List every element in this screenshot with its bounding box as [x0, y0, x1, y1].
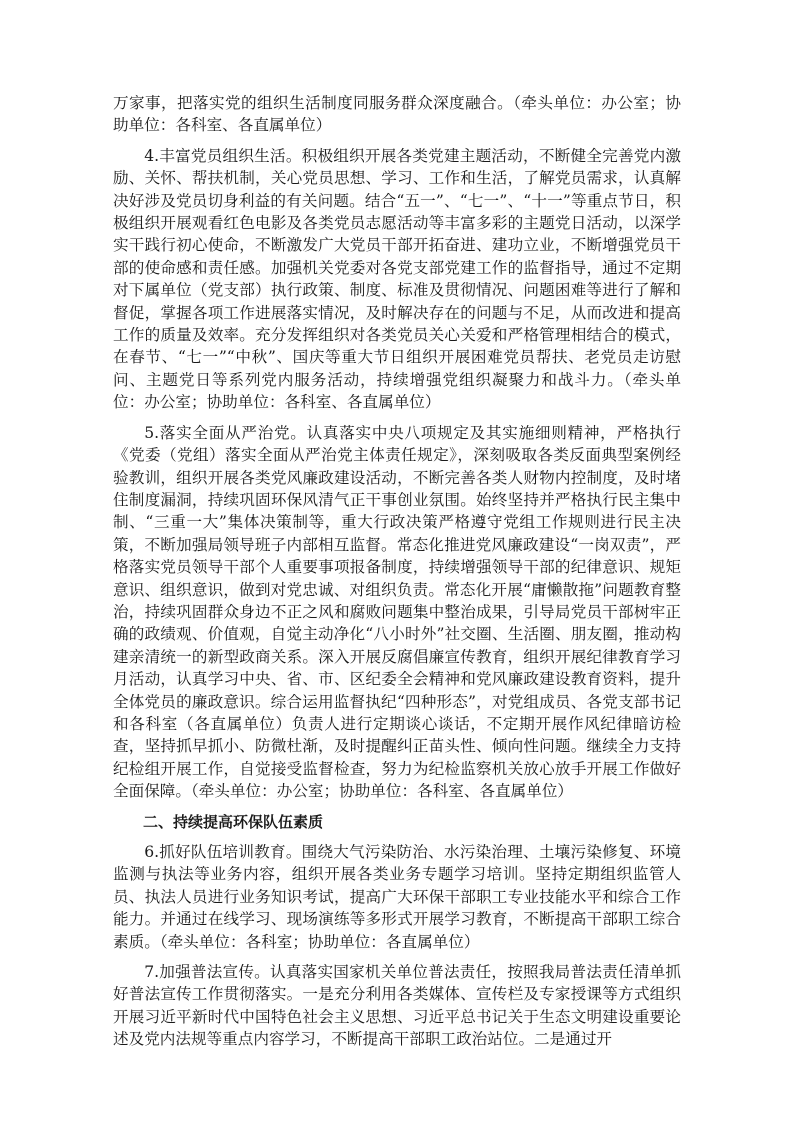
- paragraph-continued: 万家事，把落实党的组织生活制度同服务群众深度融合。（牵头单位：办公室；协助单位：各科室、各直属单位）: [113, 94, 681, 135]
- paragraph-item-7: 7.加强普法宣传。认真落实国家机关单位普法责任，按照我局普法责任清单抓好普法宣传工作贯彻落实。一是充分利用各类媒体、宣传栏及专家授课等方式组织开展习近平新时代中国特色社会主义思想、习近平总书记关于生态文明建设重要论述及党内法规等重点内容学习，不断提高干部职工政治站位。二是通过开: [113, 963, 681, 1049]
- section-heading-2: 二、持续提高环保队伍素质: [143, 812, 324, 831]
- document-page: [113, 92, 681, 1059]
- paragraph-item-5: 5.落实全面从严治党。认真落实中央八项规定及其实施细则精神，严格执行《党委（党组）落实全面从严治党主体责任规定》，深刻吸取各类反面典型案例经验教训，组织开展各类党风廉政建设活动，不断完善各类人财物内控制度，及时堵住制度漏洞，持续巩固环保风清气正干事创业氛围。始终坚持并严格执行民主集中制、“三重一大”集体决策制等，重大行政决策严格遵守党组工作规则进行民主决策，不断加强局领导班子内部相互监督。常态化推进党风廉政建设“一岗双责”，严格落实党员领导干部个人重要事项报备制度，持续增强领导干部的纪律意识、规矩意识、组织意识，做到对党忠诚、对组织负责。常态化开展“庸懒散拖”问题教育整治，持续巩固群众身边不正之风和腐败问题集中整治成果，引导局党员干部树牢正确的政绩观、价值观，自觉主动净化“八小时外”社交圈、生活圈、朋友圈，推动构建亲清统一的新型政商关系。深入开展反腐倡廉宣传教育，组织开展纪律教育学习月活动，认真学习中央、省、市、区纪委全会精神和党风廉政建设教育资料，提升全体党员的廉政意识。综合运用监督执纪“四种形态”，对党组成员、各党支部书记和各科室（各直属单位）负责人进行定期谈心谈话，不定期开展作风纪律暗访检查，坚持抓早抓小、防微杜渐，及时提醒纠正苗头性、倾向性问题。继续全力支持纪检组开展工作，自觉接受监督检查，努力为纪检监察机关放心放手开展工作做好全面保障。（牵头单位：办公室；协助单位：各科室、各直属单位）: [113, 423, 681, 801]
- paragraph-item-6: 6.抓好队伍培训教育。围绕大气污染防治、水污染治理、土壤污染修复、环境监测与执法等业务内容，组织开展各类业务专题学习培训。坚持定期组织监管人员、执法人员进行业务知识考试，提高广大环保干部职工专业技能水平和综合工作能力。并通过在线学习、现场演练等多形式开展学习教育，不断提高干部职工综合素质。（牵头单位：各科室；协助单位：各直属单位）: [113, 843, 681, 951]
- paragraph-item-4: 4.丰富党员组织生活。积极组织开展各类党建主题活动，不断健全完善党内激励、关怀、帮扶机制，关心党员思想、学习、工作和生活，了解党员需求，认真解决好涉及党员切身利益的有关问题。结合“五一”、“七一”、“十一”等重点节日，积极组织开展观看红色电影及各类党员志愿活动等丰富多彩的主题党日活动，以深学实干践行初心使命，不断激发广大党员干部开拓奋进、建功立业，不断增强党员干部的使命感和责任感。加强机关党委对各党支部党建工作的监督指导，通过不定期对下属单位（党支部）执行政策、制度、标准及贯彻情况、问题困难等进行了解和督促，掌握各项工作进展落实情况，及时解决存在的问题与不足，从而改进和提高工作的质量及效率。充分发挥组织对各类党员关心关爱和严格管理相结合的模式，在春节、“七一”“中秋”、国庆等重大节日组织开展困难党员帮扶、老党员走访慰问、主题党日等系列党内服务活动，持续增强党组织凝聚力和战斗力。（牵头单位：办公室；协助单位：各科室、各直属单位）: [113, 146, 681, 412]
